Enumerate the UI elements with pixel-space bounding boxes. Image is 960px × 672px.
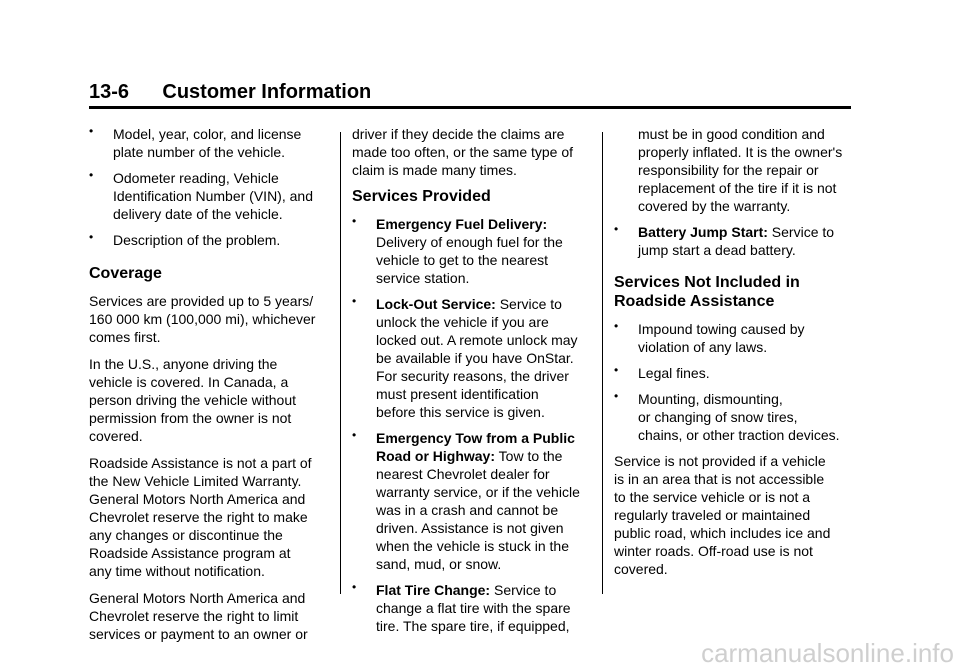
text-run: Tow to the (495, 448, 563, 464)
bullet-icon: • (614, 389, 619, 403)
text-line: responsibility for the repair or (638, 162, 819, 178)
text-line: claim is made many times. (352, 162, 517, 178)
text-line: Delivery of enough fuel for the (376, 234, 563, 250)
text-line: replacement of the tire if it is not (638, 180, 837, 196)
text-line: nearest Chevrolet dealer for (376, 466, 550, 482)
text-line: For security reasons, the driver (376, 368, 569, 384)
text-line (376, 447, 592, 465)
bullet-icon: • (352, 428, 357, 442)
text-line: to the service vehicle or is not a (614, 489, 811, 505)
text-line: General Motors North America and (89, 491, 306, 507)
text-line: service station. (376, 270, 470, 286)
text-line: winter roads. Off-road use is not (614, 543, 813, 559)
text-line: 160 000 km (100,000 mi), whichever (89, 311, 316, 327)
text-line: covered by the warranty. (638, 198, 791, 214)
text-line: chains, or other traction devices. (638, 427, 840, 443)
text-line: comes first. (89, 329, 161, 345)
text-run: Service to (490, 582, 557, 598)
services-not-included-heading (614, 273, 854, 311)
text-line: permission from the owner is not (89, 410, 292, 426)
text-line: plate number of the vehicle. (113, 144, 285, 160)
list-item (352, 429, 592, 573)
text-line: sand, mud, or snow. (376, 556, 502, 572)
list-item (89, 169, 327, 223)
text-line: Mounting, dismounting, (638, 391, 783, 407)
text-line: locked out. A remote unlock may (376, 332, 578, 348)
list-item-continued (614, 125, 854, 215)
list-item (614, 364, 854, 382)
text-line: person driving the vehicle without (89, 392, 297, 408)
bullet-icon: • (352, 580, 357, 594)
paragraph (352, 125, 592, 179)
text-line: covered. (89, 428, 143, 444)
text-line: Odometer reading, Vehicle (113, 170, 279, 186)
column-divider (602, 132, 603, 594)
text-line: is in an area that is not accessible (614, 471, 825, 487)
text-line: Service is not provided if a vehicle (614, 453, 826, 469)
coverage-heading: Coverage (89, 265, 162, 282)
text-line: vehicle is covered. In Canada, a (89, 374, 289, 390)
text-line: any time without notification. (89, 563, 265, 579)
paragraph (89, 355, 327, 445)
text-line (638, 223, 854, 241)
list-item (614, 320, 854, 356)
text-line: Identification Number (VIN), and (113, 188, 313, 204)
services-provided-heading: Services Provided (352, 188, 491, 205)
text-line: warranty service, or if the vehicle (376, 484, 580, 500)
text-line: unlock the vehicle if you are (376, 314, 549, 330)
text-line: was in a crash and cannot be (376, 502, 559, 518)
bullet-icon: • (352, 214, 357, 228)
list-item (614, 390, 854, 444)
text-line: Chevrolet reserve the right to limit (89, 608, 299, 624)
column-1 (89, 125, 327, 652)
paragraph (614, 452, 854, 578)
bullet-icon: • (614, 363, 619, 377)
text-line: Legal fines. (638, 365, 710, 381)
list-item (352, 215, 592, 287)
text-line: delivery date of the vehicle. (113, 206, 283, 222)
paragraph (89, 589, 327, 643)
watermark: carmanualsonline.info (701, 638, 954, 668)
bullet-icon: • (614, 319, 619, 333)
text-line: covered. (614, 561, 668, 577)
service-label: Flat Tire Change: (376, 582, 491, 598)
bullet-icon: • (89, 168, 94, 182)
text-line: driver if they decide the claims are (352, 126, 565, 142)
text-line: General Motors North America and (89, 590, 306, 606)
text-run: Service to (767, 224, 835, 240)
text-line: made too often, or the same type of (352, 144, 574, 160)
bullet-icon: • (614, 222, 619, 236)
text-line: any changes or discontinue the (89, 527, 283, 543)
bullet-icon: • (89, 124, 94, 138)
column-3 (614, 125, 854, 587)
text-line: Roadside Assistance is not a part of (89, 455, 312, 471)
list-item (352, 581, 592, 635)
page-title (89, 80, 851, 104)
service-label: Emergency Tow from a Public (376, 430, 575, 446)
text-line: public road, which includes ice and (614, 525, 831, 541)
heading-line: Roadside Assistance (614, 293, 775, 310)
list-item (89, 231, 327, 249)
text-line: or changing of snow tires, (638, 409, 798, 425)
column-divider (340, 132, 341, 594)
chapter-title: Customer Information (162, 81, 372, 103)
header-rule (89, 106, 851, 109)
text-line: change a flat tire with the spare (376, 600, 571, 616)
list-item (89, 125, 327, 161)
bullet-icon: • (352, 294, 357, 308)
heading-line: Services Not Included in (614, 274, 800, 291)
text-line: regularly traveled or maintained (614, 507, 811, 523)
text-line: Services are provided up to 5 years/ (89, 293, 314, 309)
text-run: Service to (495, 296, 562, 312)
column-2 (352, 125, 592, 643)
paragraph (89, 292, 327, 346)
paragraph (89, 454, 327, 580)
text-line (376, 295, 592, 313)
text-line: must be in good condition and (638, 126, 825, 142)
text-line: must present identification (376, 386, 539, 402)
text-line: driven. Assistance is not given (376, 520, 564, 536)
list-item (352, 295, 592, 421)
bullet-icon: • (89, 230, 94, 244)
text-line: In the U.S., anyone driving the (89, 356, 278, 372)
text-line: Impound towing caused by (638, 321, 805, 337)
text-line: before this service is given. (376, 404, 545, 420)
text-line: Roadside Assistance program at (89, 545, 291, 561)
page-header (89, 80, 851, 109)
text-line: be available if you have OnStar. (376, 350, 574, 366)
page-number: 13-6 (89, 81, 130, 103)
text-line: Chevrolet reserve the right to make (89, 509, 308, 525)
service-label: Emergency Fuel Delivery: (376, 216, 548, 232)
text-line: jump start a dead battery. (638, 242, 796, 258)
text-line: violation of any laws. (638, 339, 768, 355)
service-label: Lock-Out Service: (376, 296, 496, 312)
text-line: the New Vehicle Limited Warranty. (89, 473, 302, 489)
text-line: tire. The spare tire, if equipped, (376, 618, 570, 634)
service-label: Battery Jump Start: (638, 224, 768, 240)
text-line: when the vehicle is stuck in the (376, 538, 569, 554)
service-label: Road or Highway: (376, 448, 496, 464)
text-line: Model, year, color, and license (113, 126, 302, 142)
text-line: Description of the problem. (113, 232, 281, 248)
text-line: properly inflated. It is the owner's (638, 144, 843, 160)
text-line (376, 581, 592, 599)
text-line: services or payment to an owner or (89, 626, 308, 642)
list-item (614, 223, 854, 259)
text-line: vehicle to get to the nearest (376, 252, 548, 268)
